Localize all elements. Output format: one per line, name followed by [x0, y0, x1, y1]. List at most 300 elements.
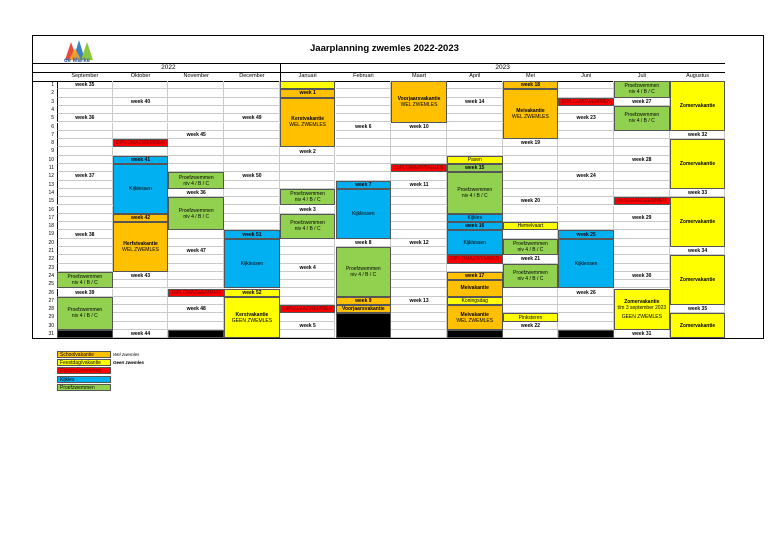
row-number: 27: [48, 297, 54, 304]
page-title: Jaarplanning zwemles 2022-2023: [310, 43, 459, 54]
grid-cell: [168, 255, 224, 263]
week-label: [336, 123, 392, 131]
week-label: [113, 272, 169, 280]
legend-note: Geen zwemles: [113, 360, 145, 366]
block-text: Proefzwemmen: [67, 274, 103, 281]
grid-cell: [57, 222, 113, 230]
block-text: week 49: [242, 115, 262, 122]
grid-cell: [614, 255, 670, 263]
grid-cell: [558, 222, 614, 230]
grid-cell: [336, 106, 392, 114]
grid-cell: [558, 322, 614, 330]
event-block-yellow: [224, 297, 280, 339]
event-block-yellow: [447, 156, 503, 164]
block-text: week 3: [299, 206, 316, 213]
grid-cell: [391, 305, 447, 313]
grid-cell: [558, 89, 614, 97]
row-number: 22: [48, 256, 54, 263]
block-text: week 32: [687, 131, 708, 138]
block-text: Zomervakantie: [679, 277, 716, 284]
block-text: week 11: [409, 181, 429, 188]
month-header: Augustus: [686, 73, 709, 79]
grid-cell: [224, 123, 280, 131]
grid-cell: [280, 247, 336, 255]
grid-cell: [391, 214, 447, 222]
block-text: niv 4 / B / C: [294, 197, 321, 204]
event-block-blue: [113, 156, 169, 164]
block-text: week 21: [520, 256, 541, 263]
grid-cell: [224, 89, 280, 97]
grid-cell: [57, 139, 113, 147]
grid-cell: [113, 322, 169, 330]
block-text: Kijkles: [467, 214, 482, 221]
block-text: DIPLOMAZWEMMEN: [450, 256, 500, 263]
block-text: DIPLOMAZWEMMEN: [394, 165, 444, 172]
block-text: week 36: [75, 115, 95, 122]
event-block-black: [558, 330, 614, 338]
week-label: [614, 214, 670, 222]
block-text: Proefzwemmen: [178, 174, 214, 181]
grid-cell: [57, 131, 113, 139]
month-header: November: [183, 73, 209, 79]
block-text: week 39: [75, 289, 95, 296]
grid-cell: [614, 147, 670, 155]
block-text: WEL ZWEMLES: [512, 114, 549, 121]
week-label: [224, 114, 280, 122]
block-text: week 24: [576, 173, 596, 180]
block-text: week 38: [75, 231, 95, 238]
week-label: [391, 123, 447, 131]
grid-cell: [503, 189, 559, 197]
event-block-blue: [447, 230, 503, 255]
block-text: DIPLOMAZWEMMEN: [116, 140, 165, 147]
grid-cell: [447, 106, 503, 114]
block-text: week 18: [520, 82, 541, 89]
block-text: Zomervakantie: [679, 160, 716, 167]
block-text: week 37: [75, 173, 95, 180]
block-text: week 17: [465, 273, 485, 280]
grid-cell: [558, 139, 614, 147]
grid-cell: [113, 89, 169, 97]
week-label: [57, 114, 113, 122]
event-block-orange: [336, 305, 392, 313]
grid-cell: [391, 156, 447, 164]
week-label: [336, 239, 392, 247]
week-label: [280, 147, 336, 155]
month-header: Oktober: [130, 73, 151, 79]
grid-cell: [558, 214, 614, 222]
block-text: week 22: [520, 322, 541, 329]
event-block-green: [336, 247, 392, 297]
legend-item-blue: Kijkles: [57, 376, 111, 383]
block-text: Zomervakantie: [679, 322, 716, 329]
event-block-yellow: [503, 313, 559, 321]
grid-cell: [280, 255, 336, 263]
grid-cell: [391, 172, 447, 180]
week-label: [503, 255, 559, 263]
block-text: DIPLOMAZWEMMEN: [171, 289, 221, 296]
grid-cell: [57, 181, 113, 189]
month-header: Juli: [637, 73, 646, 79]
grid-cell: [57, 164, 113, 172]
block-text: Herfstvakantie: [123, 240, 158, 247]
grid-cell: [503, 289, 559, 297]
grid-cell: [391, 139, 447, 147]
grid-cell: [168, 164, 224, 172]
grid-cell: [113, 289, 169, 297]
block-text: week 23: [576, 115, 596, 122]
row-number: 19: [48, 231, 54, 238]
row-number: 3: [51, 98, 54, 105]
event-block-green: [280, 214, 336, 239]
grid-cell: [391, 206, 447, 214]
grid-cell: [391, 131, 447, 139]
week-label: [391, 297, 447, 305]
week-label: [168, 189, 224, 197]
grid-cell: [558, 313, 614, 321]
row-number: 8: [51, 140, 54, 147]
block-text: Meivakantie: [460, 311, 489, 318]
grid-cell: [280, 164, 336, 172]
grid-cell: [57, 189, 113, 197]
legend-item-green: Proefzwemmen: [57, 384, 111, 391]
grid-cell: [391, 247, 447, 255]
block-text: WEL ZWEMLES: [456, 317, 494, 324]
legend-item-orange: Schoolvakantie: [57, 351, 111, 358]
week-label: [57, 289, 113, 297]
grid-cell: [224, 106, 280, 114]
row-number: 29: [48, 314, 54, 321]
year-2023: 2023: [495, 64, 510, 71]
block-text: niv 4 / B / C: [628, 118, 655, 125]
block-text: week 14: [465, 98, 485, 105]
grid-cell: [336, 156, 392, 164]
week-label: [503, 197, 559, 205]
row-number: 18: [48, 223, 54, 230]
month-header: Maart: [412, 73, 427, 79]
event-block-blue: [224, 239, 280, 289]
grid-cell: [168, 313, 224, 321]
block-text: Pasen: [467, 156, 482, 163]
block-text: week 5: [299, 322, 316, 329]
grid-cell: [57, 123, 113, 131]
block-text: week 26: [576, 289, 596, 296]
grid-cell: [336, 89, 392, 97]
week-label: [391, 181, 447, 189]
grid-cell: [558, 123, 614, 131]
grid-cell: [391, 264, 447, 272]
block-text: week 31: [632, 331, 652, 338]
event-block-yellow: [670, 197, 726, 247]
event-block-orange: [447, 280, 503, 297]
week-label: [558, 172, 614, 180]
grid-cell: [336, 172, 392, 180]
grid-cell: [113, 106, 169, 114]
block-text: Kijklessen: [129, 185, 152, 192]
block-text: niv 4 / B / C: [517, 276, 544, 283]
grid-cell: [391, 272, 447, 280]
block-text: week 40: [130, 98, 151, 105]
block-text: DIPLOMAZWEMMEN: [283, 306, 333, 313]
block-text: DIPLOMAZWEMMEN: [561, 98, 611, 105]
grid-cell: [168, 272, 224, 280]
week-label: [113, 330, 169, 338]
week-label: [503, 322, 559, 330]
grid-cell: [503, 147, 559, 155]
month-header: December: [239, 73, 265, 79]
block-text: Proefzwemmen: [290, 191, 325, 198]
month-header: Januari: [298, 73, 317, 79]
grid-cell: [447, 139, 503, 147]
block-text: week 13: [409, 297, 429, 304]
block-text: week 19: [520, 140, 541, 147]
grid-cell: [391, 222, 447, 230]
grid-cell: [280, 239, 336, 247]
event-block-orange: [503, 81, 559, 89]
grid-cell: [391, 255, 447, 263]
grid-cell: [336, 98, 392, 106]
event-block-yellow: [670, 313, 726, 338]
grid-cell: [224, 156, 280, 164]
block-text: week 10: [409, 123, 429, 130]
week-label: [614, 98, 670, 106]
block-text: week 50: [242, 173, 262, 180]
grid-cell: [113, 297, 169, 305]
event-block-black: [168, 330, 224, 338]
grid-cell: [336, 147, 392, 155]
week-label: [113, 98, 169, 106]
grid-cell: [280, 330, 336, 338]
event-block-blue: [336, 189, 392, 239]
event-block-yellow: [447, 297, 503, 305]
grid-cell: [447, 89, 503, 97]
event-block-green: [168, 197, 224, 230]
grid-cell: [224, 214, 280, 222]
event-block-yellow: [670, 81, 726, 131]
week-label: [670, 131, 726, 139]
grid-cell: [503, 164, 559, 172]
event-block-yellow: [224, 289, 280, 297]
event-block-red: [113, 139, 169, 147]
event-block-orange: [391, 81, 447, 123]
event-block-black: [336, 313, 392, 338]
grid-cell: [614, 230, 670, 238]
grid-cell: [614, 172, 670, 180]
row-number: 2: [51, 90, 54, 97]
block-text: week 34: [687, 248, 708, 255]
event-block-blue: [447, 222, 503, 230]
grid-cell: [558, 181, 614, 189]
grid-cell: [224, 206, 280, 214]
month-header: Februari: [353, 73, 374, 79]
grid-cell: [558, 164, 614, 172]
block-text: week 20: [520, 198, 541, 205]
grid-cell: [280, 297, 336, 305]
week-label: [168, 131, 224, 139]
grid-cell: [57, 197, 113, 205]
week-label: [614, 330, 670, 338]
week-label: [503, 139, 559, 147]
grid-cell: [224, 222, 280, 230]
row-number: 9: [51, 148, 54, 155]
row-number: 26: [48, 289, 54, 296]
year-divider: [280, 63, 281, 81]
row-number: 25: [48, 281, 54, 288]
grid-cell: [391, 197, 447, 205]
grid-cell: [168, 81, 224, 89]
week-label: [224, 172, 280, 180]
block-text: week 33: [687, 190, 708, 197]
grid-cell: [57, 247, 113, 255]
block-text: week 47: [186, 248, 206, 255]
block-text: niv 4 / B / C: [350, 271, 377, 278]
grid-cell: [391, 322, 447, 330]
week-label: [447, 98, 503, 106]
event-block-orange: [113, 222, 169, 272]
logo-text: de Marke: [64, 58, 91, 64]
grid-cell: [391, 230, 447, 238]
grid-cell: [447, 114, 503, 122]
grid-cell: [503, 172, 559, 180]
grid-cell: [57, 89, 113, 97]
event-block-green: [168, 172, 224, 189]
grid-cell: [336, 139, 392, 147]
grid-cell: [558, 305, 614, 313]
grid-cell: [336, 81, 392, 89]
block-text: week 41: [130, 156, 151, 163]
week-label: [391, 239, 447, 247]
week-label: [168, 247, 224, 255]
row-number: 24: [48, 272, 54, 279]
month-header: September: [71, 73, 99, 79]
week-label: [57, 230, 113, 238]
block-text: Proefzwemmen: [624, 112, 660, 119]
grid-cell: [447, 264, 503, 272]
event-block-orange: [503, 89, 559, 139]
block-text: Proefzwemmen: [624, 83, 660, 90]
block-text: DIPLOMAZWEMMEN: [617, 198, 667, 205]
grid-cell: [57, 106, 113, 114]
block-text: Koningsdag: [461, 297, 488, 304]
block-text: Voorjaarsvakantie: [341, 306, 385, 313]
grid-cell: [447, 131, 503, 139]
grid-cell: [614, 239, 670, 247]
row-number: 20: [48, 239, 54, 246]
grid-cell: [57, 214, 113, 222]
event-block-blue: [224, 230, 280, 238]
row-number: 23: [48, 264, 54, 271]
grid-cell: [113, 305, 169, 313]
block-text: Proefzwemmen: [513, 270, 548, 277]
grid-cell: [558, 147, 614, 155]
grid-cell: [503, 305, 559, 313]
week-label: [168, 305, 224, 313]
event-block-red: [447, 255, 503, 263]
grid-cell: [503, 181, 559, 189]
row-number: 12: [48, 173, 54, 180]
grid-cell: [168, 297, 224, 305]
block-text: week 48: [186, 306, 206, 313]
row-number: 11: [48, 165, 54, 171]
grid-cell: [614, 131, 670, 139]
grid-cell: [224, 181, 280, 189]
grid-cell: [168, 239, 224, 247]
block-text: Kijklessen: [574, 260, 598, 267]
row-number: 15: [48, 198, 54, 205]
block-text: GEEN ZWEMLES: [621, 313, 662, 320]
grid-cell: [447, 123, 503, 131]
block-text: week 1: [299, 90, 316, 97]
event-block-orange: [113, 214, 169, 222]
grid-cell: [558, 206, 614, 214]
grid-cell: [168, 139, 224, 147]
week-label: [670, 247, 726, 255]
grid-cell: [224, 98, 280, 106]
grid-cell: [614, 181, 670, 189]
grid-cell: [57, 264, 113, 272]
block-text: Meivakantie: [460, 285, 489, 292]
month-header: Mei: [526, 73, 535, 79]
grid-cell: [168, 106, 224, 114]
event-block-orange: [336, 297, 392, 305]
grid-cell: [558, 106, 614, 114]
event-block-blue: [558, 230, 614, 238]
grid-cell: [391, 289, 447, 297]
week-label: [558, 289, 614, 297]
block-text: niv 4 / B / C: [71, 280, 98, 287]
grid-cell: [391, 330, 447, 338]
row-number: 30: [48, 322, 54, 329]
grid-cell: [614, 164, 670, 172]
grid-cell: [57, 239, 113, 247]
block-text: Proefzwemmen: [513, 240, 548, 247]
event-block-red: [391, 164, 447, 172]
grid-cell: [280, 172, 336, 180]
row-number: 4: [51, 106, 54, 113]
month-header: Juni: [581, 73, 592, 79]
block-text: Proefzwemmen: [345, 265, 381, 272]
block-text: Kijklessen: [352, 210, 375, 217]
block-text: Kerstvakantie: [291, 116, 325, 123]
grid-cell: [168, 264, 224, 272]
event-block-blue: [336, 181, 392, 189]
event-block-orange: [280, 98, 336, 148]
block-text: week 51: [242, 231, 262, 238]
grid-cell: [614, 189, 670, 197]
grid-cell: [336, 131, 392, 139]
row-number: 5: [51, 115, 54, 122]
event-block-red: [558, 98, 614, 106]
event-block-yellow: [503, 222, 559, 230]
grid-cell: [280, 272, 336, 280]
row-number: 6: [51, 123, 54, 130]
block-text: Kijklessen: [463, 239, 486, 246]
block-text: t/m 3 september 2023: [617, 304, 667, 311]
block-text: Pinksteren: [518, 314, 543, 321]
grid-cell: [57, 156, 113, 164]
grid-cell: [113, 131, 169, 139]
block-text: niv 4 / B / C: [628, 89, 655, 96]
block-text: week 30: [632, 273, 652, 280]
grid-cell: [113, 147, 169, 155]
grid-cell: [224, 197, 280, 205]
block-text: week 43: [130, 273, 151, 280]
block-text: WEL ZWEMLES: [400, 101, 438, 108]
grid-cell: [280, 181, 336, 189]
block-text: Kijklessen: [240, 260, 264, 267]
row-number: 13: [48, 181, 54, 188]
block-text: WEL ZWEMLES: [122, 246, 159, 253]
